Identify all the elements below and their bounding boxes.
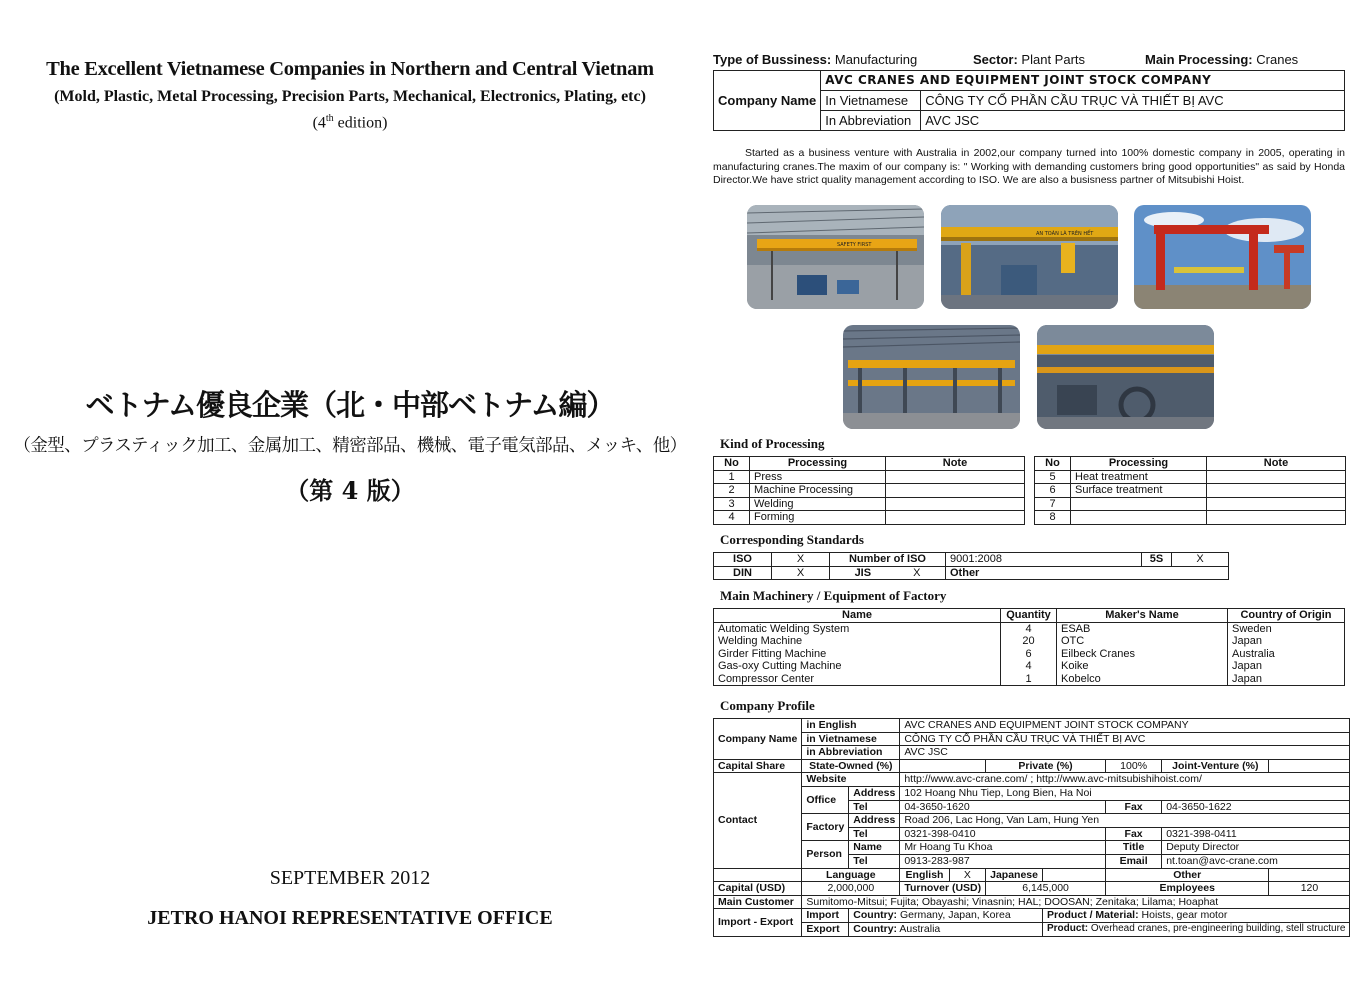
cell-standards-num_iso_value: 9001:2008: [946, 553, 1142, 567]
cell-profile-import_country: Germany, Japan, Korea: [899, 909, 1011, 922]
col-processing: Processing: [750, 457, 886, 471]
cell-profile-jv_label: Joint-Venture (%): [1162, 759, 1269, 773]
cell-profile-email_label: Email: [1105, 854, 1161, 868]
cell-profile-factory_fax: 0321-398-0411: [1162, 827, 1350, 841]
cell-machinery-rows-4-maker: Kobelco: [1057, 673, 1228, 686]
cell-machinery-headers-0: Name: [714, 609, 1001, 623]
cell-standards-jis_mark: X: [913, 566, 921, 579]
cell-profile-employees: 120: [1269, 882, 1350, 896]
cover-title-en: The Excellent Vietnamese Companies in Northern and Central Vietnam: [46, 58, 654, 80]
business-type: [713, 52, 917, 67]
cell-profile-person_name: Mr Hoang Tu Khoa: [900, 841, 1106, 855]
cell-profile-tel_label: Tel: [849, 827, 900, 841]
cell-profile-other_label: Other: [1105, 868, 1268, 882]
cell-profile-office_address: 102 Hoang Nhu Tiep, Long Bien, Ha Noi: [900, 786, 1350, 800]
cell-profile-export_country: Australia: [899, 922, 941, 935]
cell-machinery-rows-1-maker: OTC: [1057, 635, 1228, 648]
cell-machinery-rows-4-country: Japan: [1228, 673, 1345, 686]
cell-processing-right-2-note: [1207, 497, 1346, 511]
cell-machinery-rows-0-name: Automatic Welding System: [714, 622, 1001, 635]
cell-standards-din_label: DIN: [714, 566, 772, 580]
cell-profile-export_label: Export: [802, 922, 849, 936]
cell-profile-in_vietnamese: CÔNG TY CỔ PHẦN CẦU TRỤC VÀ THIẾT BỊ AVC: [900, 732, 1350, 746]
cell-machinery-rows-0-country: Sweden: [1228, 622, 1345, 635]
profile-title: Company Profile: [720, 698, 815, 713]
cell-processing-right-3-name: [1071, 511, 1207, 525]
cell-processing-left-3-name: Forming: [750, 511, 886, 525]
cell-machinery-rows-2-maker: Eilbeck Cranes: [1057, 648, 1228, 661]
cell-profile-in_vietnamese_label: in Vietnamese: [802, 732, 900, 746]
cell-profile-product_label: Product:: [1047, 922, 1089, 934]
cell-profile-turnover_label: Turnover (USD): [900, 882, 986, 896]
cell-machinery-rows-2-qty: 6: [1001, 648, 1057, 661]
cell-profile-turnover: 6,145,000: [986, 882, 1106, 896]
edition-prefix: (4: [312, 114, 326, 132]
cell-machinery-headers-3: Country of Origin: [1228, 609, 1345, 623]
cell-photos-1-label: AN TOÀN LÀ TRÊN HẾT: [1036, 231, 1094, 237]
cell-processing-left-0-name: Press: [750, 470, 886, 484]
cell-profile-office_tel: 04-3650-1620: [900, 800, 1106, 814]
cell-profile-name_label: Name: [849, 841, 900, 855]
sector: [973, 52, 1085, 67]
cell-processing-right-0-note: [1207, 470, 1346, 484]
cell-standards-other_label: Other: [946, 566, 1229, 580]
cell-profile-main_customer_label: Main Customer: [714, 895, 802, 909]
cell-processing-left-0-no: 1: [714, 470, 750, 484]
cell-profile-english_mark: X: [949, 868, 985, 882]
table-row: [714, 497, 1025, 511]
table-row: [714, 673, 1345, 686]
company-profile-table: [713, 718, 1350, 937]
cell-processing-right-0-no: 5: [1035, 470, 1071, 484]
cell-profile-japanese_mark: [1043, 868, 1106, 882]
cell-profile-english_label: English: [900, 868, 949, 882]
email-link[interactable]: nt.toan@avc-crane.com: [1162, 854, 1350, 868]
table-row: [1035, 497, 1346, 511]
cell-machinery-rows-0-maker: ESAB: [1057, 622, 1228, 635]
cover-edition-jp: （第 4 版）: [285, 476, 415, 505]
cell-profile-person_title: Deputy Director: [1162, 841, 1350, 855]
cell-profile-factory_address: Road 206, Lac Hong, Van Lam, Hung Yen: [900, 814, 1350, 828]
cell-profile-tel_label: Tel: [849, 800, 900, 814]
in-vietnamese-value: CÔNG TY CỔ PHẦN CẦU TRỤC VÀ THIẾT BỊ AVC: [921, 91, 1345, 111]
table-row: [714, 660, 1345, 673]
table-row: [714, 484, 1025, 498]
cell-processing-right-3-note: [1207, 511, 1346, 525]
cell-processing-left-1-no: 2: [714, 484, 750, 498]
cell-processing-headers-2: Note: [1207, 457, 1346, 471]
cell-processing-right-1-name: Surface treatment: [1071, 484, 1207, 498]
cell-profile-employees_label: Employees: [1105, 882, 1268, 896]
cell-profile-in_abbr: AVC JSC: [900, 746, 1350, 760]
cover-title-jp: ベトナム優良企業（北・中部ベトナム編）: [85, 388, 615, 422]
company-name-en: AVC CRANES AND EQUIPMENT JOINT STOCK COMPANY: [821, 71, 1345, 91]
cell-processing-right-1-no: 6: [1035, 484, 1071, 498]
cell-header-sector_value: Plant Parts: [1021, 52, 1086, 67]
cell-processing-left-0-note: [886, 470, 1025, 484]
cell-processing-right-0-name: Heat treatment: [1071, 470, 1207, 484]
standards-table: [713, 552, 1229, 580]
cell-profile-private_label: Private (%): [986, 759, 1106, 773]
cell-processing-headers-1: Processing: [1071, 457, 1207, 471]
cell-profile-in_english_label: in English: [802, 719, 900, 733]
cover-date: SEPTEMBER 2012: [269, 867, 431, 889]
crane-photo-3: [1134, 205, 1311, 309]
cell-profile-contact_label: Contact: [714, 773, 802, 868]
crane-photo-2: [941, 205, 1118, 309]
cell-header-main_value: Cranes: [1256, 52, 1299, 67]
cell-profile-address_label: Address: [849, 814, 900, 828]
cell-profile-person_label: Person: [802, 841, 849, 868]
company-page: [690, 40, 1360, 965]
cell-profile-tel_label: Tel: [849, 854, 900, 868]
cover-office: JETRO HANOI REPRESENTATIVE OFFICE: [147, 907, 553, 929]
cell-processing-headers-0: No: [1035, 457, 1071, 471]
crane-photo-1: [747, 205, 924, 309]
table-row: [1035, 484, 1346, 498]
edition-suffix: edition): [333, 114, 388, 132]
cell-processing-left-2-note: [886, 497, 1025, 511]
crane-photo-5: [1037, 325, 1214, 429]
col-no: No: [714, 457, 750, 471]
cell-processing-left-2-no: 3: [714, 497, 750, 511]
table-row: [714, 635, 1345, 648]
cell-profile-import_label: Import: [802, 909, 849, 923]
table-row: [714, 648, 1345, 661]
cell-machinery-rows-1-name: Welding Machine: [714, 635, 1001, 648]
cell-photos-0-label: SAFETY FIRST: [837, 242, 872, 248]
processing-title: Kind of Processing: [720, 436, 825, 451]
cell-machinery-rows-4-qty: 1: [1001, 673, 1057, 686]
cell-profile-in_english: AVC CRANES AND EQUIPMENT JOINT STOCK COMPANY: [900, 719, 1350, 733]
cell-header-business_label: Type of Bussiness:: [713, 52, 832, 67]
cell-processing-right-1-note: [1207, 484, 1346, 498]
cell-machinery-rows-3-qty: 4: [1001, 660, 1057, 673]
cell-processing-right-2-name: [1071, 497, 1207, 511]
cell-profile-state_owned: [900, 759, 986, 773]
cell-processing-right-2-no: 7: [1035, 497, 1071, 511]
cell-header-business_value: Manufacturing: [834, 52, 918, 67]
table-row: [714, 511, 1025, 525]
cell-machinery-rows-2-country: Australia: [1228, 648, 1345, 661]
cell-processing-left-3-no: 4: [714, 511, 750, 525]
cell-profile-factory_tel: 0321-398-0410: [900, 827, 1106, 841]
cell-profile-country_label: Country:: [853, 909, 898, 922]
in-abbreviation-value: AVC JSC: [921, 111, 1345, 131]
cell-machinery-rows-3-maker: Koike: [1057, 660, 1228, 673]
cell-profile-private: 100%: [1105, 759, 1161, 773]
cell-profile-office_fax: 04-3650-1622: [1162, 800, 1350, 814]
cell-processing-right-3-no: 8: [1035, 511, 1071, 525]
edition-sup: th: [325, 113, 334, 124]
table-row: [714, 470, 1025, 484]
cell-standards-num_iso_label: Number of ISO: [830, 553, 946, 567]
table-row: [714, 622, 1345, 635]
cell-profile-in_abbr_label: in Abbreviation: [802, 746, 900, 760]
cell-machinery-rows-3-country: Japan: [1228, 660, 1345, 673]
cover-edition-en: [0, 113, 700, 132]
website-link[interactable]: http://www.avc-crane.com/ ; http://www.avc-mitsubishihoist.com/: [900, 773, 1350, 787]
cell-processing-left-1-note: [886, 484, 1025, 498]
cell-processing-left-1-name: Machine Processing: [750, 484, 886, 498]
cell-machinery-headers-1: Quantity: [1001, 609, 1057, 623]
cell-profile-jv: [1269, 759, 1350, 773]
cell-profile-person_tel: 0913-283-987: [900, 854, 1106, 868]
machinery-table: [713, 608, 1345, 686]
cell-machinery-rows-0-qty: 4: [1001, 622, 1057, 635]
cell-standards-iso_mark: X: [772, 553, 830, 567]
cell-standards-five_s_mark: X: [1172, 553, 1229, 567]
cell-profile-capital_share_label: Capital Share: [714, 759, 802, 773]
in-abbreviation-label: In Abbreviation: [821, 111, 921, 131]
cell-machinery-rows-3-name: Gas-oxy Cutting Machine: [714, 660, 1001, 673]
cell-machinery-rows-1-qty: 20: [1001, 635, 1057, 648]
cell-standards-five_s_label: 5S: [1142, 553, 1172, 567]
cell-profile-import_product: Hoists, gear motor: [1141, 909, 1228, 922]
cell-machinery-rows-2-name: Girder Fitting Machine: [714, 648, 1001, 661]
cell-profile-company_name_label: Company Name: [714, 719, 802, 760]
cell-machinery-rows-1-country: Japan: [1228, 635, 1345, 648]
cell-profile-capital_usd: 2,000,000: [802, 882, 900, 896]
company-name-label: Company Name: [714, 71, 821, 131]
cell-profile-country_label: Country:: [853, 922, 898, 935]
cell-machinery-rows-4-name: Compressor Center: [714, 673, 1001, 686]
col-note: Note: [886, 457, 1025, 471]
cell-standards-jis_label: JIS: [854, 566, 872, 579]
cover-subtitle-jp: （金型、プラスティック加工、金属加工、精密部品、機械、電子電気部品、メッキ、他）: [13, 436, 687, 456]
cell-profile-other_value: [1269, 868, 1350, 882]
in-vietnamese-label: In Vietnamese: [821, 91, 921, 111]
cell-profile-fax_label: Fax: [1105, 827, 1161, 841]
cell-standards-iso_label: ISO: [714, 553, 772, 567]
cell-profile-export_product: Overhead cranes, pre-engineering building, stell structure: [1090, 922, 1346, 934]
company-introduction: Started as a business venture with Australia in 2002,our company turned into 100% domestic company in 2005, operating in manufacturing cranes.The maxim of our company is: " Working with demanding customers bring good opportunities" as said by Honda Director.We have strict quality management according to ISO. We are also a busisness partner of Mitsubishi Hoist.: [713, 147, 1345, 186]
crane-photo-4: [843, 325, 1020, 429]
cell-profile-website_label: Website: [802, 773, 900, 787]
cell-profile-title_label: Title: [1105, 841, 1161, 855]
cell-profile-factory_label: Factory: [802, 814, 849, 841]
cell-profile-import_export_label: Import - Export: [714, 909, 802, 936]
processing-table-right: [1034, 456, 1346, 525]
cell-header-main_label: Main Processing:: [1145, 52, 1253, 67]
table-row: [1035, 511, 1346, 525]
cell-processing-left-2-name: Welding: [750, 497, 886, 511]
machinery-title: Main Machinery / Equipment of Factory: [720, 588, 947, 603]
cell-profile-capital_usd_label: Capital (USD): [714, 882, 802, 896]
standards-title: Corresponding Standards: [720, 532, 864, 547]
cell-profile-language_label: Language: [802, 868, 900, 882]
cell-profile-fax_label: Fax: [1105, 800, 1161, 814]
cell-profile-state_owned_label: State-Owned (%): [802, 759, 900, 773]
cell-profile-japanese_label: Japanese: [986, 868, 1043, 882]
cell-header-sector_label: Sector:: [973, 52, 1018, 67]
processing-table-left: [713, 456, 1025, 525]
company-name-table: [713, 70, 1345, 131]
main-processing: [1145, 52, 1298, 67]
cell-profile-office_label: Office: [802, 786, 849, 813]
cell-machinery-headers-2: Maker's Name: [1057, 609, 1228, 623]
cell-processing-left-3-note: [886, 511, 1025, 525]
cell-profile-product_material_label: Product / Material:: [1047, 909, 1139, 922]
cell-profile-address_label: Address: [849, 786, 900, 800]
cell-standards-din_mark: X: [772, 566, 830, 580]
cell-profile-main_customer: Sumitomo-Mitsui; Fujita; Obayashi; Vinasnin; HAL; DOOSAN; Zenitaka; Lilama; Hoaphat: [802, 895, 1350, 909]
table-row: [1035, 470, 1346, 484]
cover-subtitle-en: (Mold, Plastic, Metal Processing, Precision Parts, Mechanical, Electronics, Plating, etc): [54, 88, 646, 105]
